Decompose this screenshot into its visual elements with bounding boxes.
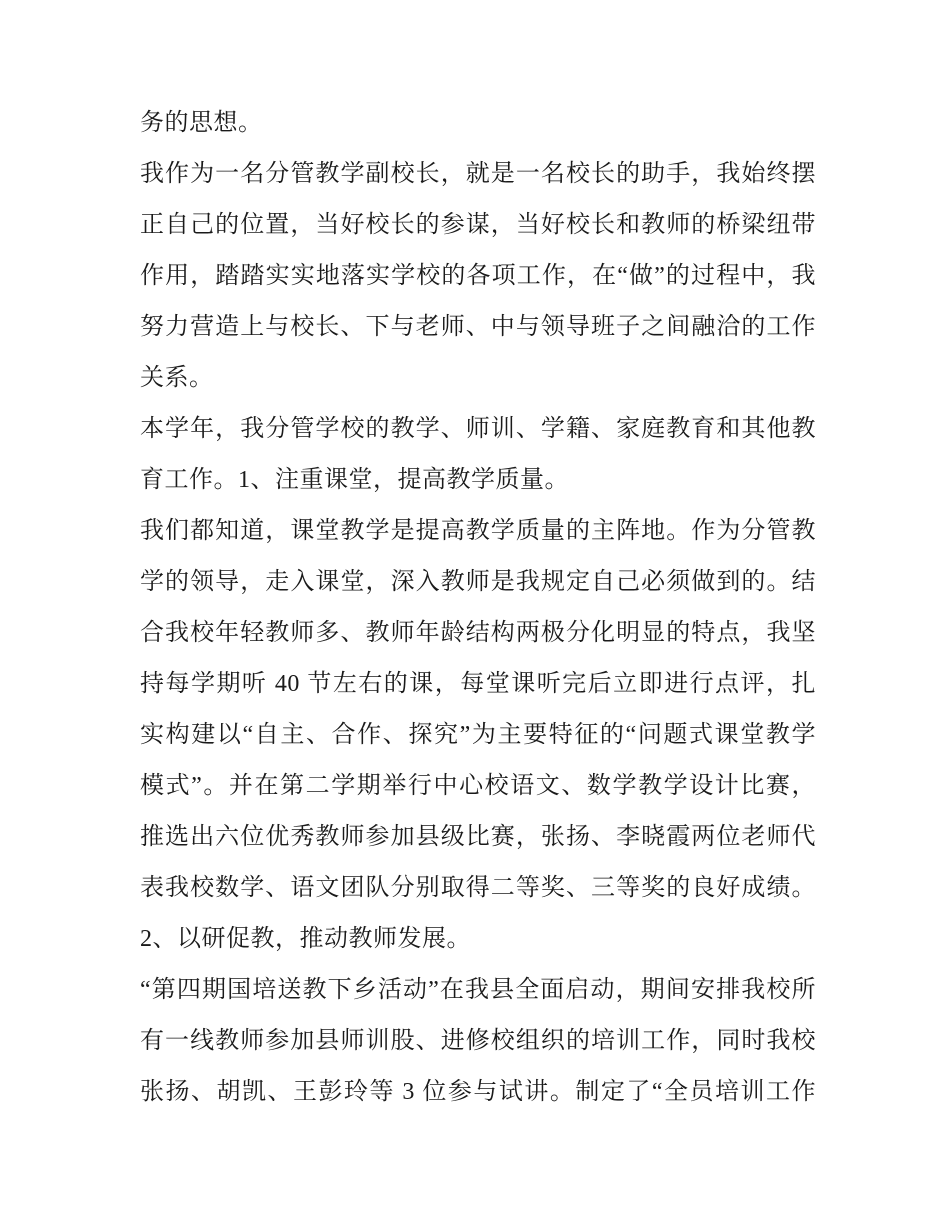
document-text-block xyxy=(140,98,816,1118)
text-line: 我们都知道，课堂教学是提高教学质量的主阵地。作为分管教 xyxy=(140,518,816,544)
text-line: 2、以研促教，推动教师发展。 xyxy=(140,926,471,952)
text-line: 育工作。1、注重课堂，提高教学质量。 xyxy=(140,467,569,493)
text-line: 实构建以“自主、合作、探究”为主要特征的“问题式课堂教学 xyxy=(140,722,816,748)
text-line: 持每学期听 40 节左右的课，每堂课听完后立即进行点评，扎 xyxy=(140,671,816,697)
text-line: 有一线教师参加县师训股、进修校组织的培训工作，同时我校 xyxy=(140,1028,816,1054)
text-line: 本学年，我分管学校的教学、师训、学籍、家庭教育和其他教 xyxy=(140,416,816,442)
text-line: 合我校年轻教师多、教师年龄结构两极分化明显的特点，我坚 xyxy=(140,620,816,646)
text-line: 学的领导，走入课堂，深入教师是我规定自己必须做到的。结 xyxy=(140,569,816,595)
text-line: 推选出六位优秀教师参加县级比赛，张扬、李晓霞两位老师代 xyxy=(140,824,816,850)
text-line: 正自己的位置，当好校长的参谋，当好校长和教师的桥梁纽带 xyxy=(140,212,816,238)
text-line: 表我校数学、语文团队分别取得二等奖、三等奖的良好成绩。 xyxy=(140,875,816,901)
text-line: 关系。 xyxy=(140,365,214,391)
text-line: 务的思想。 xyxy=(140,110,263,136)
text-line: 作用，踏踏实实地落实学校的各项工作，在“做”的过程中，我 xyxy=(140,263,816,289)
text-line: 努力营造上与校长、下与老师、中与领导班子之间融洽的工作 xyxy=(140,314,816,340)
text-line: 模式”。并在第二学期举行中心校语文、数学教学设计比赛， xyxy=(140,773,816,799)
text-line: “第四期国培送教下乡活动”在我县全面启动，期间安排我校所 xyxy=(140,977,816,1003)
text-line: 我作为一名分管教学副校长，就是一名校长的助手，我始终摆 xyxy=(140,161,816,187)
text-line: 张扬、胡凯、王彭玲等 3 位参与试讲。制定了“全员培训工作 xyxy=(140,1079,816,1105)
